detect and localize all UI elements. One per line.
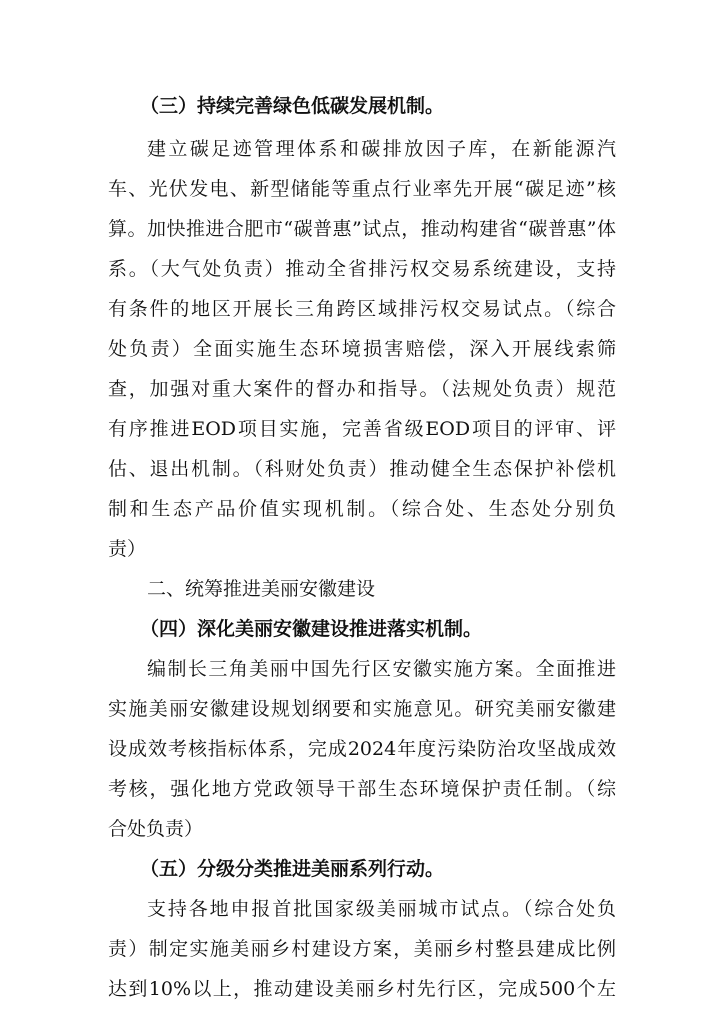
paragraph-line: 查，加强对重大案件的督办和指导。（法规处负责）规范 — [108, 378, 616, 400]
paragraph-line: 设成效考核指标体系，完成2024年度污染防治攻坚战成效 — [108, 738, 616, 760]
paragraph-line: 车、光伏发电、新型储能等重点行业率先开展“碳足迹”核 — [108, 178, 616, 200]
paragraph-line: 处负责）全面实施生态环境损害赔偿，深入开展线索筛 — [108, 338, 616, 360]
paragraph-line: 有序推进EOD项目实施，完善省级EOD项目的评审、评 — [108, 418, 616, 440]
paragraph-line: 建立碳足迹管理体系和碳排放因子库，在新能源汽 — [147, 138, 616, 160]
paragraph-line: 有条件的地区开展长三角跨区域排污权交易试点。（综合 — [108, 298, 616, 320]
subsection-heading-3: （三）持续完善绿色低碳发展机制。 — [140, 95, 445, 117]
subsection-heading-5: （五）分级分类推进美丽系列行动。 — [140, 858, 445, 880]
paragraph-line: 支持各地申报首批国家级美丽城市试点。（综合处负 — [147, 898, 616, 920]
paragraph-line: 估、退出机制。（科财处负责）推动健全生态保护补偿机 — [108, 458, 616, 480]
paragraph-line: 实施美丽安徽建设规划纲要和实施意见。研究美丽安徽建 — [108, 698, 616, 720]
paragraph-line: 制和生态产品价值实现机制。（综合处、生态处分别负 — [108, 498, 616, 520]
subsection-heading-4: （四）深化美丽安徽建设推进落实机制。 — [140, 618, 483, 640]
paragraph-line: 责） — [108, 538, 147, 560]
paragraph-line: 达到10%以上，推动建设美丽乡村先行区，完成500个左 — [108, 978, 616, 1000]
paragraph-line: 责）制定实施美丽乡村建设方案，美丽乡村整县建成比例 — [108, 938, 616, 960]
section-heading-2: 二、统筹推进美丽安徽建设 — [147, 578, 376, 600]
paragraph-line: 合处负责） — [108, 818, 204, 840]
paragraph-line: 系。（大气处负责）推动全省排污权交易系统建设，支持 — [108, 258, 616, 280]
paragraph-line: 编制长三角美丽中国先行区安徽实施方案。全面推进 — [147, 658, 616, 680]
paragraph-line: 算。加快推进合肥市“碳普惠”试点，推动构建省“碳普惠”体 — [108, 218, 616, 240]
paragraph-line: 考核，强化地方党政领导干部生态环境保护责任制。（综 — [108, 778, 616, 800]
